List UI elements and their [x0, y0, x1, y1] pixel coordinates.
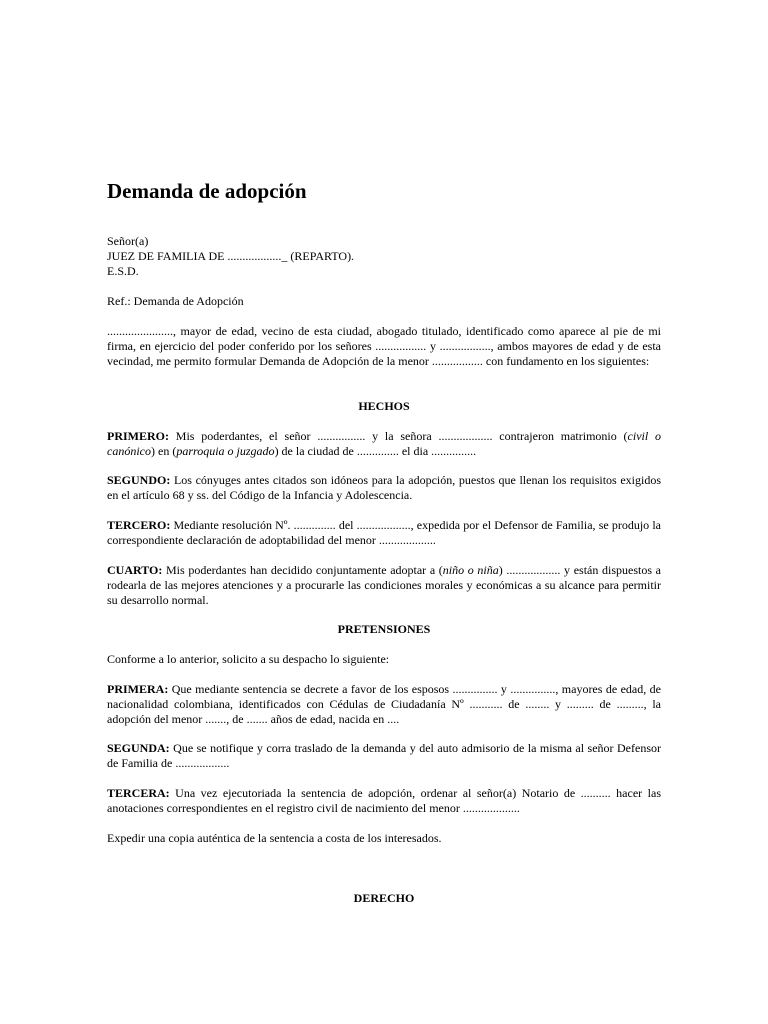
hechos-heading: HECHOS	[358, 399, 410, 413]
hecho-cuarto-italic: niño o niña	[442, 563, 499, 577]
hecho-primero-text-1: Mis poderdantes, el señor ................ y la señora .................. contrajeron matrimonio (	[169, 429, 628, 443]
hecho-tercero	[107, 518, 661, 548]
pretension-segunda-label: SEGUNDA:	[107, 741, 170, 755]
hecho-primero-text-3: ) de la ciudad de .............. el dia ...............	[274, 444, 477, 458]
hecho-cuarto	[107, 563, 661, 608]
pretension-segunda-text: Que se notifique y corra traslado de la demanda y del auto admisorio de la misma al señor Defensor de Familia de ..................	[107, 741, 661, 770]
hecho-primero-label: PRIMERO:	[107, 429, 169, 443]
hecho-segundo-label: SEGUNDO:	[107, 473, 171, 487]
hecho-primero-text-2: ) en (	[151, 444, 177, 458]
hecho-primero-italic-1: civil o canónico	[107, 429, 661, 458]
pretension-primera	[107, 682, 661, 727]
hecho-segundo-text: Los cónyuges antes citados son idóneos para la adopción, puestos que llenan los requisitos exigidos en el artículo 68 y ss. del Código de la Infancia y Adolescencia.	[107, 473, 661, 502]
hecho-tercero-text: Mediante resolución Nº. .............. del .................., expedida por el Defensor de Familia, se produjo la correspondiente declaración de adoptabilidad del menor ...................	[107, 518, 661, 547]
reference-line: Ref.: Demanda de Adopción	[107, 294, 244, 308]
pretension-tercera-text: Una vez ejecutoriada la sentencia de adopción, ordenar al señor(a) Notario de .......... hacer las anotaciones correspondientes en el registro civil de nacimiento del menor ...................	[107, 786, 661, 815]
hecho-cuarto-label: CUARTO:	[107, 563, 163, 577]
intro-paragraph: ......................, mayor de edad, vecino de esta ciudad, abogado titulado, identificado como aparece al pie de mi firma, en ejercicio del poder conferido por los señores ................. y ................., ambos mayores de edad y de esta vecindad, me permito formular Demanda de Adopción de la menor ................. con fundamento en los siguientes:	[107, 324, 661, 368]
addressee-block	[107, 234, 661, 279]
pretension-tercera-label: TERCERA:	[107, 786, 170, 800]
pretensiones-heading: PRETENSIONES	[337, 622, 431, 636]
hecho-primero	[107, 429, 661, 459]
expedir-paragraph: Expedir una copia auténtica de la sentencia a costa de los interesados.	[107, 831, 442, 845]
derecho-heading: DERECHO	[353, 891, 415, 905]
pretension-primera-text: Que mediante sentencia se decrete a favor de los esposos ............... y ..............., mayores de edad, de nacionalidad colombiana, identificados con Cédulas de Ciudadanía Nº ........... de ........ y ......... de ........., la adopción del menor ......., de ....... años de edad, nacida en ....	[107, 682, 661, 726]
addressee-line-3: E.S.D.	[107, 264, 139, 278]
hecho-segundo	[107, 473, 661, 503]
document-title: Demanda de adopción	[107, 179, 307, 203]
addressee-line-2: JUEZ DE FAMILIA DE .................._ (REPARTO).	[107, 249, 355, 263]
pretension-tercera	[107, 786, 661, 816]
pretensiones-intro: Conforme a lo anterior, solicito a su despacho lo siguiente:	[107, 652, 390, 666]
hecho-cuarto-text-1: Mis poderdantes han decidido conjuntamente adoptar a (	[162, 563, 443, 577]
hecho-tercero-label: TERCERO:	[107, 518, 171, 532]
pretension-primera-label: PRIMERA:	[107, 682, 169, 696]
addressee-line-1: Señor(a)	[107, 234, 149, 248]
hecho-primero-italic-2: parroquia o juzgado	[176, 444, 275, 458]
hecho-cuarto-text-2: ) .................. y están dispuestos a rodearla de las mejores atenciones y a procurarle las condiciones morales y económicas a su alcance para permitir su desarrollo normal.	[107, 563, 661, 607]
pretension-segunda	[107, 741, 661, 771]
